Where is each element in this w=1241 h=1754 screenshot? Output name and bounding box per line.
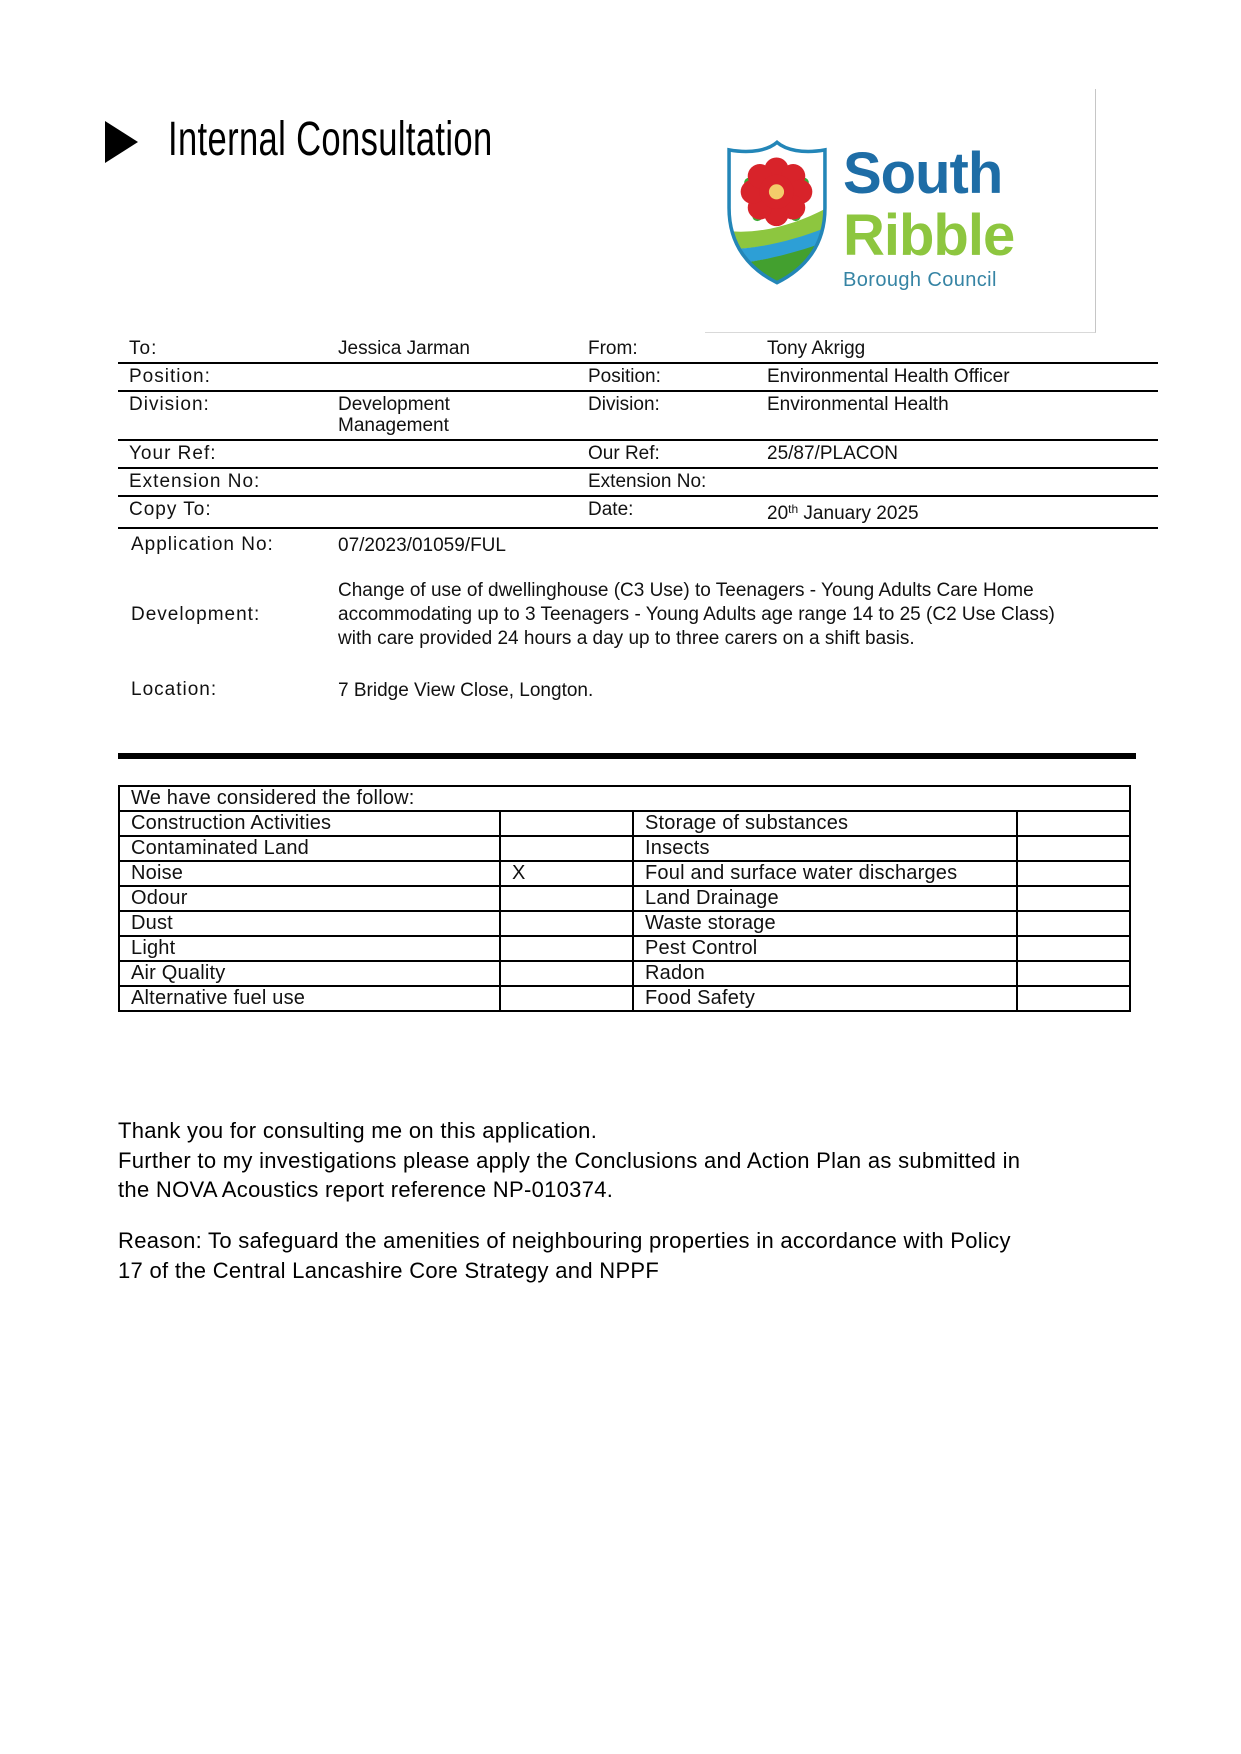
table-row: [118, 468, 1158, 496]
table-row: [119, 811, 1130, 836]
matter-left-mark: X: [500, 861, 633, 886]
development-row: [118, 579, 1148, 651]
matter-left: Alternative fuel use: [119, 986, 500, 1011]
matter-left: Dust: [119, 911, 500, 936]
to-label: To:: [118, 336, 338, 363]
matter-left: Light: [119, 936, 500, 961]
reason-paragraph: Reason: To safeguard the amenities of neighbouring properties in accordance with Policy 17 of the Central Lancashire Core Strategy and NPPF: [118, 1228, 1011, 1283]
matter-left-mark: [500, 811, 633, 836]
page-title: Internal Consultation: [168, 113, 493, 166]
consultation-response-paragraph: Thank you for consulting me on this application. Further to my investigations please apply the Conclusions and Action Plan as submitted in the NOVA Acoustics report reference NP-010374.: [118, 1118, 1021, 1202]
matter-right-mark: [1017, 811, 1130, 836]
division-from-label: Division:: [588, 391, 767, 440]
your-ref-value: [338, 440, 588, 468]
table-row: [119, 836, 1130, 861]
development-label: Development:: [131, 604, 261, 625]
location-row: [118, 679, 1148, 703]
matter-right-mark: [1017, 961, 1130, 986]
from-value: Tony Akrigg: [767, 336, 1158, 363]
table-row: [119, 861, 1130, 886]
our-ref-label: Our Ref:: [588, 440, 767, 468]
date-ordinal: th: [788, 502, 799, 516]
matter-right: Storage of substances: [633, 811, 1017, 836]
matter-right-mark: [1017, 986, 1130, 1011]
page-title-row: [105, 112, 619, 167]
extension-from-label: Extension No:: [588, 468, 767, 496]
application-no-label: Application No:: [131, 534, 274, 555]
matter-right: Insects: [633, 836, 1017, 861]
table-row: [119, 936, 1130, 961]
matter-left-mark: [500, 886, 633, 911]
table-row: [118, 496, 1158, 528]
your-ref-label: Your Ref:: [118, 440, 338, 468]
position-to-value: [338, 363, 588, 391]
council-logo-text: [843, 141, 1015, 291]
matter-right: Pest Control: [633, 936, 1017, 961]
table-row: [119, 961, 1130, 986]
council-shield-icon: [723, 137, 831, 289]
matter-right-mark: [1017, 911, 1130, 936]
our-ref-value: 25/87/PLACON: [767, 440, 1158, 468]
matter-right: Radon: [633, 961, 1017, 986]
extension-to-value: [338, 468, 588, 496]
division-to-value: Development Management: [338, 391, 588, 440]
date-label: Date:: [588, 496, 767, 528]
logo-word-ribble: Ribble: [843, 203, 1015, 268]
table-row: [119, 886, 1130, 911]
matter-left: Odour: [119, 886, 500, 911]
copy-to-label: Copy To:: [118, 496, 338, 528]
matter-right: Food Safety: [633, 986, 1017, 1011]
development-value: Change of use of dwellinghouse (C3 Use) to Teenagers - Young Adults Care Home accommodating up to 3 Teenagers - Young Adults age range 14 to 25 (C2 Use Class) with care provided 24 hours a day up to three carers on a shift basis.: [338, 580, 1055, 649]
section-divider: [118, 753, 1136, 759]
table-row: [119, 911, 1130, 936]
matter-left-mark: [500, 936, 633, 961]
table-row: [118, 363, 1158, 391]
play-triangle-icon: [105, 121, 138, 163]
to-value: Jessica Jarman: [338, 336, 588, 363]
table-header-row: [119, 786, 1130, 811]
logo-borough-council: Borough Council: [843, 269, 997, 291]
table-row: [118, 336, 1158, 363]
application-no-row: [118, 534, 1148, 558]
date-value: 20th January 2025: [767, 496, 1158, 528]
location-value: 7 Bridge View Close, Longton.: [338, 680, 594, 701]
position-to-label: Position:: [118, 363, 338, 391]
application-no-value: 07/2023/01059/FUL: [338, 535, 506, 556]
matter-left-mark: [500, 961, 633, 986]
matter-left: Noise: [119, 861, 500, 886]
matter-right-mark: [1017, 836, 1130, 861]
matter-left-mark: [500, 836, 633, 861]
matter-left-mark: [500, 911, 633, 936]
considered-header: We have considered the follow:: [119, 786, 1130, 811]
considered-matters-table: [118, 785, 1131, 1012]
matter-right: Land Drainage: [633, 886, 1017, 911]
matter-right: Waste storage: [633, 911, 1017, 936]
position-from-label: Position:: [588, 363, 767, 391]
copy-to-value: [338, 496, 588, 528]
division-from-value: Environmental Health: [767, 391, 1158, 440]
matter-right-mark: [1017, 936, 1130, 961]
division-to-label: Division:: [118, 391, 338, 440]
consultation-info-table: [118, 336, 1158, 529]
logo-word-south: South: [843, 141, 1003, 206]
table-row: [119, 986, 1130, 1011]
matter-right-mark: [1017, 861, 1130, 886]
extension-to-label: Extension No:: [118, 468, 338, 496]
from-label: From:: [588, 336, 767, 363]
table-row: [118, 391, 1158, 440]
matter-left: Contaminated Land: [119, 836, 500, 861]
position-from-value: Environmental Health Officer: [767, 363, 1158, 391]
location-label: Location:: [131, 679, 218, 700]
council-logo: [705, 89, 1096, 333]
extension-from-value: [767, 468, 1158, 496]
rose-icon: [741, 157, 813, 226]
table-row: [118, 440, 1158, 468]
matter-right-mark: [1017, 886, 1130, 911]
matter-left: Air Quality: [119, 961, 500, 986]
matter-right: Foul and surface water discharges: [633, 861, 1017, 886]
matter-left: Construction Activities: [119, 811, 500, 836]
matter-left-mark: [500, 986, 633, 1011]
